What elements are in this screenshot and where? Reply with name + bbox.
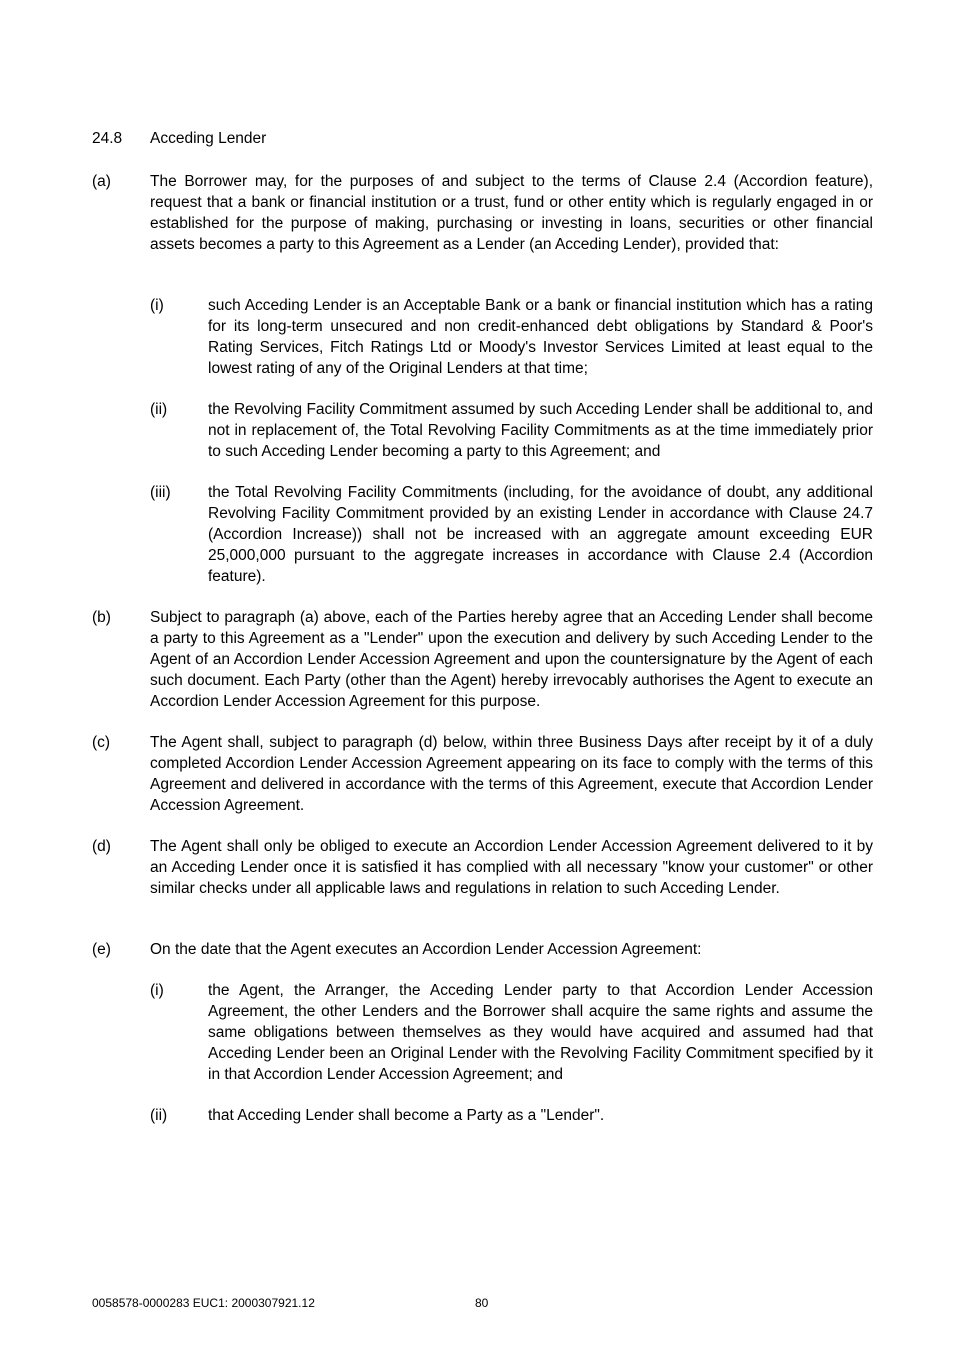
paragraph-text: The Borrower may, for the purposes of and subject to the terms of Clause 2.4 (Accordion feature), request that a bank or financial institution or a trust, fund or other entity which is regularly engaged in or established for the purpose of making, purchasing or investing in loans, securities or other financial assets becomes a party to this Agreement as a Lender (an Acceding Lender), provided that: <box>150 173 873 253</box>
subparagraph-label: (ii) <box>150 1107 168 1124</box>
paragraph-label: (b) <box>92 609 111 626</box>
footer-page-number: 80 <box>475 1296 489 1310</box>
paragraph-text: Subject to paragraph (a) above, each of the Parties hereby agree that an Acceding Lender shall become a party to this Agreement as a "Lender" upon the execution and delivery by such Acceding Lender to the Agent of an Accordion Lender Accession Agreement and upon the countersignature by the Agent of each such document. Each Party (other than the Agent) hereby irrevocably authorises the Agent to execute an Accordion Lender Accession Agreement for this purpose. <box>150 609 873 710</box>
paragraph-label: (c) <box>92 734 111 751</box>
section-title: Acceding Lender <box>150 130 267 147</box>
subparagraph-a-ii <box>150 399 873 462</box>
subparagraph-text: that Acceding Lender shall become a Party as a "Lender". <box>208 1107 605 1124</box>
subparagraph-label: (i) <box>150 297 164 314</box>
paragraph-a <box>92 171 873 255</box>
subparagraph-label: (ii) <box>150 401 168 418</box>
paragraph-text: The Agent shall, subject to paragraph (d) below, within three Business Days after receipt by it of a duly completed Accordion Lender Accession Agreement appearing on its face to comply with the terms of this Agreement and delivered in accordance with the terms of this Agreement, execute that Accordion Lender Accession Agreement. <box>150 734 873 814</box>
paragraph-text: On the date that the Agent executes an Accordion Lender Accession Agreement: <box>150 941 702 958</box>
subparagraph-e-ii <box>150 1105 873 1126</box>
subparagraph-label: (i) <box>150 982 164 999</box>
subparagraph-text: such Acceding Lender is an Acceptable Bank or a bank or financial institution which has a rating for its long-term unsecured and non credit-enhanced debt obligations by Standard & Poor's Rating Services, Fitch Ratings Ltd or Moody's Investor Services Limited at least equal to the lowest rating of any of the Original Lenders at that time; <box>208 297 873 377</box>
paragraph-label: (d) <box>92 838 111 855</box>
subparagraph-text: the Agent, the Arranger, the Acceding Lender party to that Accordion Lender Accession Agreement, the other Lenders and the Borrower shall acquire the same rights and assume the same obligations between themselves as they would have acquired and assumed had that Acceding Lender been an Original Lender with the Revolving Facility Commitment specified by it in that Accordion Lender Accession Agreement; and <box>208 982 873 1083</box>
paragraph-e <box>92 939 873 960</box>
paragraph-label: (e) <box>92 941 111 958</box>
paragraph-d <box>92 836 873 899</box>
paragraph-text: The Agent shall only be obliged to execute an Accordion Lender Accession Agreement delivered to it by an Acceding Lender once it is satisfied it has complied with all necessary "know your customer" or other similar checks under all applicable laws and regulations in relation to such Acceding Lender. <box>150 838 873 897</box>
paragraph-c <box>92 732 873 816</box>
subparagraph-a-iii <box>150 482 873 587</box>
subparagraph-label: (iii) <box>150 484 171 501</box>
subparagraph-text: the Revolving Facility Commitment assumed by such Acceding Lender shall be additional to, and not in replacement of, the Total Revolving Facility Commitments as at the time immediately prior to such Acceding Lender becoming a party to this Agreement; and <box>208 401 873 460</box>
subparagraph-e-i <box>150 980 873 1085</box>
footer-reference: 0058578-0000283 EUC1: 2000307921.12 <box>92 1296 315 1310</box>
subparagraph-a-i <box>150 295 873 379</box>
paragraph-b <box>92 607 873 712</box>
paragraph-label: (a) <box>92 173 111 190</box>
section-number: 24.8 <box>92 130 123 147</box>
subparagraph-text: the Total Revolving Facility Commitments (including, for the avoidance of doubt, any additional Revolving Facility Commitment provided by an existing Lender in accordance with Clause 24.7 (Accordion Increase)) shall not be increased with an aggregate amount exceeding EUR 25,000,000 pursuant to the aggregate increases in accordance with Clause 2.4 (Accordion feature). <box>208 484 873 585</box>
